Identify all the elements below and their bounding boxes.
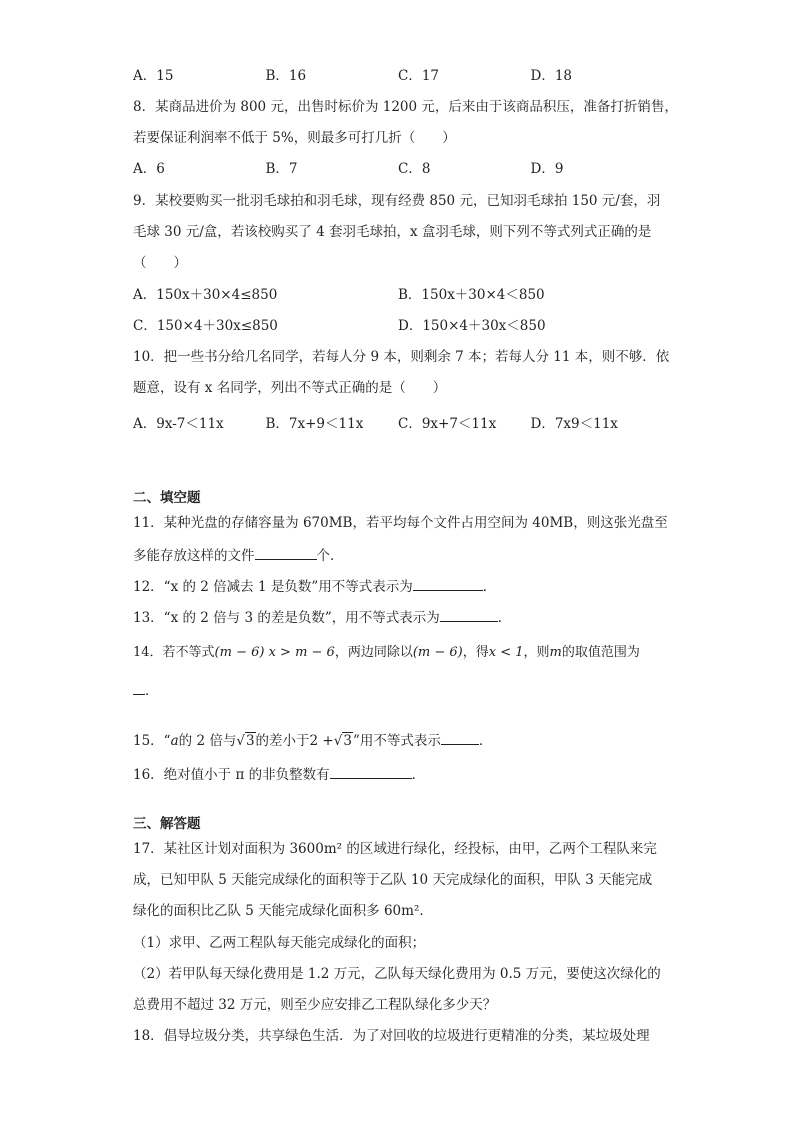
q15-text-p2: 的 2 倍与 [178,733,237,749]
q17-text-line3: 绿化的面积比乙队 5 天能完成绿化面积多 60m²． [133,903,433,919]
q18-text-line1: 18．倡导垃圾分类，共享绿色生活．为了对回收的垃圾进行更精准的分类，某垃圾处理 [133,1028,650,1044]
q14-result: x < 1 [488,645,524,660]
q11-text-suffix: 个． [316,548,344,564]
q15-sqrt-expression-2: √3 [333,733,352,749]
q9-text-line3: （ ） [133,255,187,271]
q7-option-d: D．18 [530,68,573,84]
q14-text-suffix: ． [145,683,159,699]
q9-options-row1 [133,285,663,305]
q17-subquestion-1: （1）求甲、乙两工程队每天能完成绿化的面积； [133,935,426,951]
q9-option-d: D．150×4＋30x＜850 [398,318,546,334]
q14-text-p4: ，则 [523,645,550,660]
q15-text-p4: ”用不等式表示 [352,733,441,749]
q14-text-p5: 的取值范围为 [561,645,640,660]
q14-answer-blank[interactable] [133,680,145,695]
q13-text [133,607,663,628]
q12-text-prefix: 12．“x 的 2 倍减去 1 是负数”用不等式表示为 [133,579,413,595]
q7-option-b: B．16 [265,68,307,84]
q7-option-a: A．15 [133,68,174,84]
q7-options [133,66,663,86]
q9-option-c: C．150×4＋30x≤850 [133,318,278,334]
q16-answer-blank[interactable] [330,764,412,779]
q11-text-line1: 11．某种光盘的存储容量为 670MB，若平均每个文件占用空间为 40MB，则这张光盘至 [133,515,668,531]
q9-option-a: A．150x＋30×4≤850 [133,287,278,303]
q15-answer-blank[interactable] [441,730,479,745]
q8-option-b: B．7 [265,161,298,177]
q15-sqrt-radicand: 3 [245,733,255,749]
q9-text-line1: 9．某校要购买一批羽毛球拍和羽毛球，现有经费 850 元，已知羽毛球拍 150 元/套，羽 [133,193,661,209]
q11-text-line2 [133,545,663,566]
q10-option-d: D．7x9＜11x [530,416,618,432]
section-title-solutions: 三、解答题 [133,816,201,832]
q10-option-c: C．9x+7＜11x [398,416,497,432]
q15-text [133,730,663,751]
q15-variable-a: a [170,733,179,749]
q10-options [133,414,663,434]
q13-text-suffix: ． [497,610,512,626]
q9-options-row2 [133,316,663,336]
q8-options [133,159,663,179]
q16-text-prefix: 16．绝对值小于 π 的非负整数有 [133,767,330,783]
q11-text-prefix: 多能存放这样的文件 [133,548,255,564]
q15-sqrt-radicand-2: 3 [343,733,352,749]
q8-text-line2: 若要保证利润率不低于 5%，则最多可打几折（ ） [133,130,456,146]
q12-text [133,576,663,597]
q17-subquestion-2-line2: 总费用不超过 32 万元，则至少应安排乙工程队绿化多少天？ [133,997,497,1013]
q8-text-line1: 8．某商品进价为 800 元，出售时标价为 1200 元，后来由于该商品积压，准备打折销售， [133,99,678,115]
q14-variable-m: m [549,645,562,660]
q17-text-line1: 17．某社区计划对面积为 3600m² 的区域进行绿化，经投标，由甲，乙两个工程队来完 [133,841,657,857]
q10-text-line2: 题意，设有 x 名同学，列出不等式正确的是（ ） [133,380,447,396]
q15-sqrt-expression: √3 [236,733,255,749]
q9-text-line2: 毛球 30 元/盒，若该校购买了 4 套羽毛球拍，x 盒羽毛球，则下列不等式列式正确的是 [133,224,652,240]
q15-text-p1: 15．“ [133,733,171,749]
q13-answer-blank[interactable] [440,607,498,622]
q8-option-d: D．9 [530,161,564,177]
q9-option-b: B．150x＋30×4＜850 [398,287,545,303]
q15-constant: 2 + [309,733,334,749]
q16-text-suffix: ． [411,767,426,783]
q10-text-line1: 10．把一些书分给几名同学，若每人分 9 本，则剩余 7 本；若每人分 11 本，则不够．依 [133,349,670,365]
q8-option-c: C．8 [398,161,431,177]
q11-answer-blank[interactable] [255,545,317,560]
q12-text-suffix: ． [482,579,497,595]
q13-text-prefix: 13．“x 的 2 倍与 3 的差是负数”，用不等式表示为 [133,610,440,626]
q17-subquestion-2-line1: （2）若甲队每天绿化费用是 1.2 万元，乙队每天绿化费用为 0.5 万元，要使这次绿化的 [133,966,661,982]
q15-text-p3: 的差小于 [255,733,310,749]
q10-option-a: A．9x-7＜11x [133,416,224,432]
q14-text-line1 [133,643,663,663]
q10-option-b: B．7x+9＜11x [265,416,364,432]
q14-text-p3: ，得 [462,645,489,660]
section-title-fill-in: 二、填空题 [133,490,201,506]
q14-inequality: (m − 6) x > m − 6 [214,645,335,660]
q7-option-c: C．17 [398,68,440,84]
q15-text-suffix: ． [478,733,493,749]
q14-text-p1: 14．若不等式 [133,645,215,660]
q14-divisor: (m − 6) [412,645,463,660]
q8-option-a: A．6 [133,161,165,177]
q17-text-line2: 成，已知甲队 5 天能完成绿化的面积等于乙队 10 天完成绿化的面积，甲队 3 天能完成 [133,872,653,888]
q12-answer-blank[interactable] [413,576,483,591]
q14-text-line2 [133,680,663,701]
q16-text [133,764,663,785]
q14-text-p2: ，两边同除以 [334,645,413,660]
